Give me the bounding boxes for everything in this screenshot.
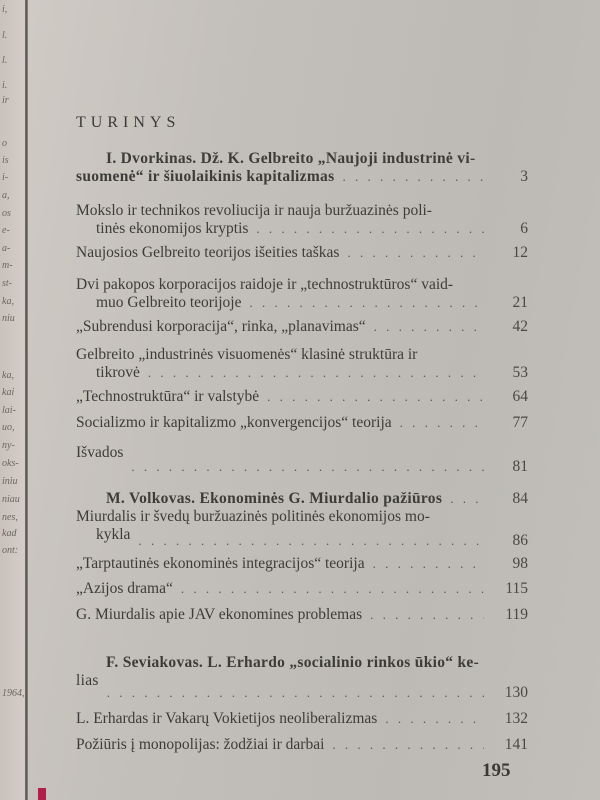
page-number: 132: [504, 710, 528, 727]
leader-dots: [332, 736, 484, 754]
toc-author-entry: [76, 654, 528, 702]
facing-page-text: ir: [2, 95, 9, 106]
toc-entry: [76, 414, 528, 432]
toc-entry: [76, 606, 528, 624]
facing-page-text: ka,: [2, 370, 14, 381]
toc-title: TURINYS: [76, 114, 181, 131]
facing-page-text: kad: [2, 528, 17, 539]
entry-text: L. Erhardas ir Vakarų Vokietijos neoliberalizmas: [76, 710, 378, 727]
toc-entry: [76, 244, 528, 262]
facing-page-text: kai: [2, 387, 15, 398]
facing-page-text: o: [2, 138, 7, 149]
entry-text: Dvi pakopos korporacijos raidoje ir „technostruktūros“ vaid-: [76, 276, 454, 293]
facing-page-text: oks-: [2, 458, 19, 469]
entry-text: Miurdalis ir švedų buržuazinės politinės ekonomijos mo-: [76, 508, 430, 525]
facing-page-text: iniu: [2, 476, 18, 487]
leader-dots: [374, 318, 484, 336]
entry-text: Naujosios Gelbreito teorijos išeities taškas: [76, 244, 340, 261]
page-folio-number: 195: [482, 760, 511, 781]
entry-text: „Tarptautinės ekonominės integracijos“ teorija: [76, 555, 365, 572]
toc-entry: [76, 318, 528, 336]
facing-page-edge: [0, 0, 28, 800]
page-number: 3: [520, 168, 528, 185]
page-number: 98: [512, 555, 528, 572]
leader-dots: [107, 684, 484, 702]
entry-text: kykla: [96, 526, 131, 543]
leader-dots: [138, 532, 484, 550]
leader-dots: [373, 555, 484, 573]
page-number: 53: [512, 364, 528, 381]
facing-page-text: a,: [2, 190, 10, 201]
page-number: 77: [512, 414, 528, 431]
toc-entry: [76, 388, 528, 406]
entry-text: Išvados: [76, 444, 124, 461]
facing-page-text: i.: [2, 80, 8, 91]
page-number: 119: [505, 606, 528, 623]
leader-dots: [250, 294, 485, 312]
page-number: 130: [504, 684, 528, 701]
leader-dots: [256, 220, 484, 238]
facing-page-text: niau: [2, 494, 20, 505]
leader-dots: [400, 414, 484, 432]
entry-text: lias: [76, 672, 99, 689]
entry-text: F. Seviakovas. L. Erhardo „socialinio rinkos ūkio“ ke-: [106, 654, 480, 671]
facing-page-text: os: [2, 208, 11, 219]
facing-page-text: 1964,: [2, 688, 25, 699]
leader-dots: [370, 606, 484, 624]
toc-entry: [76, 508, 528, 550]
facing-page-text: i,: [2, 4, 8, 15]
leader-dots: [267, 388, 484, 406]
leader-dots: [181, 580, 484, 598]
facing-page-text: nes,: [2, 512, 18, 523]
bookmark-ribbon: [38, 788, 46, 800]
toc-author-entry: [76, 150, 528, 186]
page-number: 81: [512, 458, 528, 475]
facing-page-text: a-: [2, 243, 11, 254]
facing-page-text: m-: [2, 260, 13, 271]
facing-page-text: ka,: [2, 296, 14, 307]
page-number: 12: [512, 244, 528, 261]
facing-page-text: i-: [2, 172, 9, 183]
toc-entry: [76, 444, 528, 476]
facing-page-text: uo,: [2, 422, 15, 433]
leader-dots: [148, 364, 484, 382]
page-number: 64: [512, 388, 528, 405]
entry-text: suomenė“ ir šiuolaikinis kapitalizmas: [76, 168, 335, 185]
entry-text: G. Miurdalis apie JAV ekonomines problemas: [76, 606, 363, 623]
leader-dots: [450, 490, 484, 508]
facing-page-text: lai-: [2, 405, 16, 416]
entry-text: „Technostruktūra“ ir valstybė: [76, 388, 260, 405]
entry-text: tinės ekonomijos kryptis: [96, 220, 249, 237]
entry-text: Mokslo ir technikos revoliucija ir nauja buržuazinės poli-: [76, 202, 432, 219]
facing-page-text: e-: [2, 225, 10, 236]
toc-entry: [76, 555, 528, 573]
facing-page-text: niu: [2, 313, 15, 324]
page-number: 115: [505, 580, 528, 597]
page-number: 42: [512, 318, 528, 335]
entry-text: M. Volkovas. Ekonominės G. Miurdalio pažiūros: [106, 490, 443, 507]
entry-text: Gelbreito „industrinės visuomenės“ klasinė struktūra ir: [76, 346, 418, 363]
toc-entry: [76, 736, 528, 754]
toc-entry: [76, 346, 528, 382]
entry-text: Socializmo ir kapitalizmo „konvergencijos“ teorija: [76, 414, 392, 431]
entry-text: „Subrendusi korporacija“, rinka, „planavimas“: [76, 318, 366, 335]
facing-page-text: l.: [2, 30, 8, 41]
toc-entry: [76, 580, 528, 598]
entry-text: „Azijos drama“: [76, 580, 173, 597]
toc-page: [28, 0, 600, 800]
entry-text: tikrovė: [96, 364, 140, 381]
entry-text: muo Gelbreito teorijoje: [96, 294, 242, 311]
leader-dots: [347, 244, 484, 262]
leader-dots: [131, 458, 484, 476]
toc-entry: [76, 276, 528, 312]
page-number: 84: [512, 490, 528, 507]
page-number: 6: [520, 220, 528, 237]
page-number: 86: [512, 532, 528, 549]
entry-text: Požiūris į monopolijas: žodžiai ir darbai: [76, 736, 325, 753]
facing-page-text: l.: [2, 55, 8, 66]
entry-text: I. Dvorkinas. Dž. K. Gelbreito „Naujoji industrinė vi-: [106, 150, 476, 167]
toc-entry: [76, 202, 528, 238]
page-number: 141: [504, 736, 528, 753]
toc-author-entry: [76, 490, 528, 508]
leader-dots: [342, 168, 484, 186]
facing-page-text: ny-: [2, 440, 15, 451]
toc-entry: [76, 710, 528, 728]
facing-page-text: st-: [2, 278, 12, 289]
page-number: 21: [512, 294, 528, 311]
leader-dots: [385, 710, 484, 728]
facing-page-text: ont:: [2, 545, 19, 556]
facing-page-text: is: [2, 155, 9, 166]
